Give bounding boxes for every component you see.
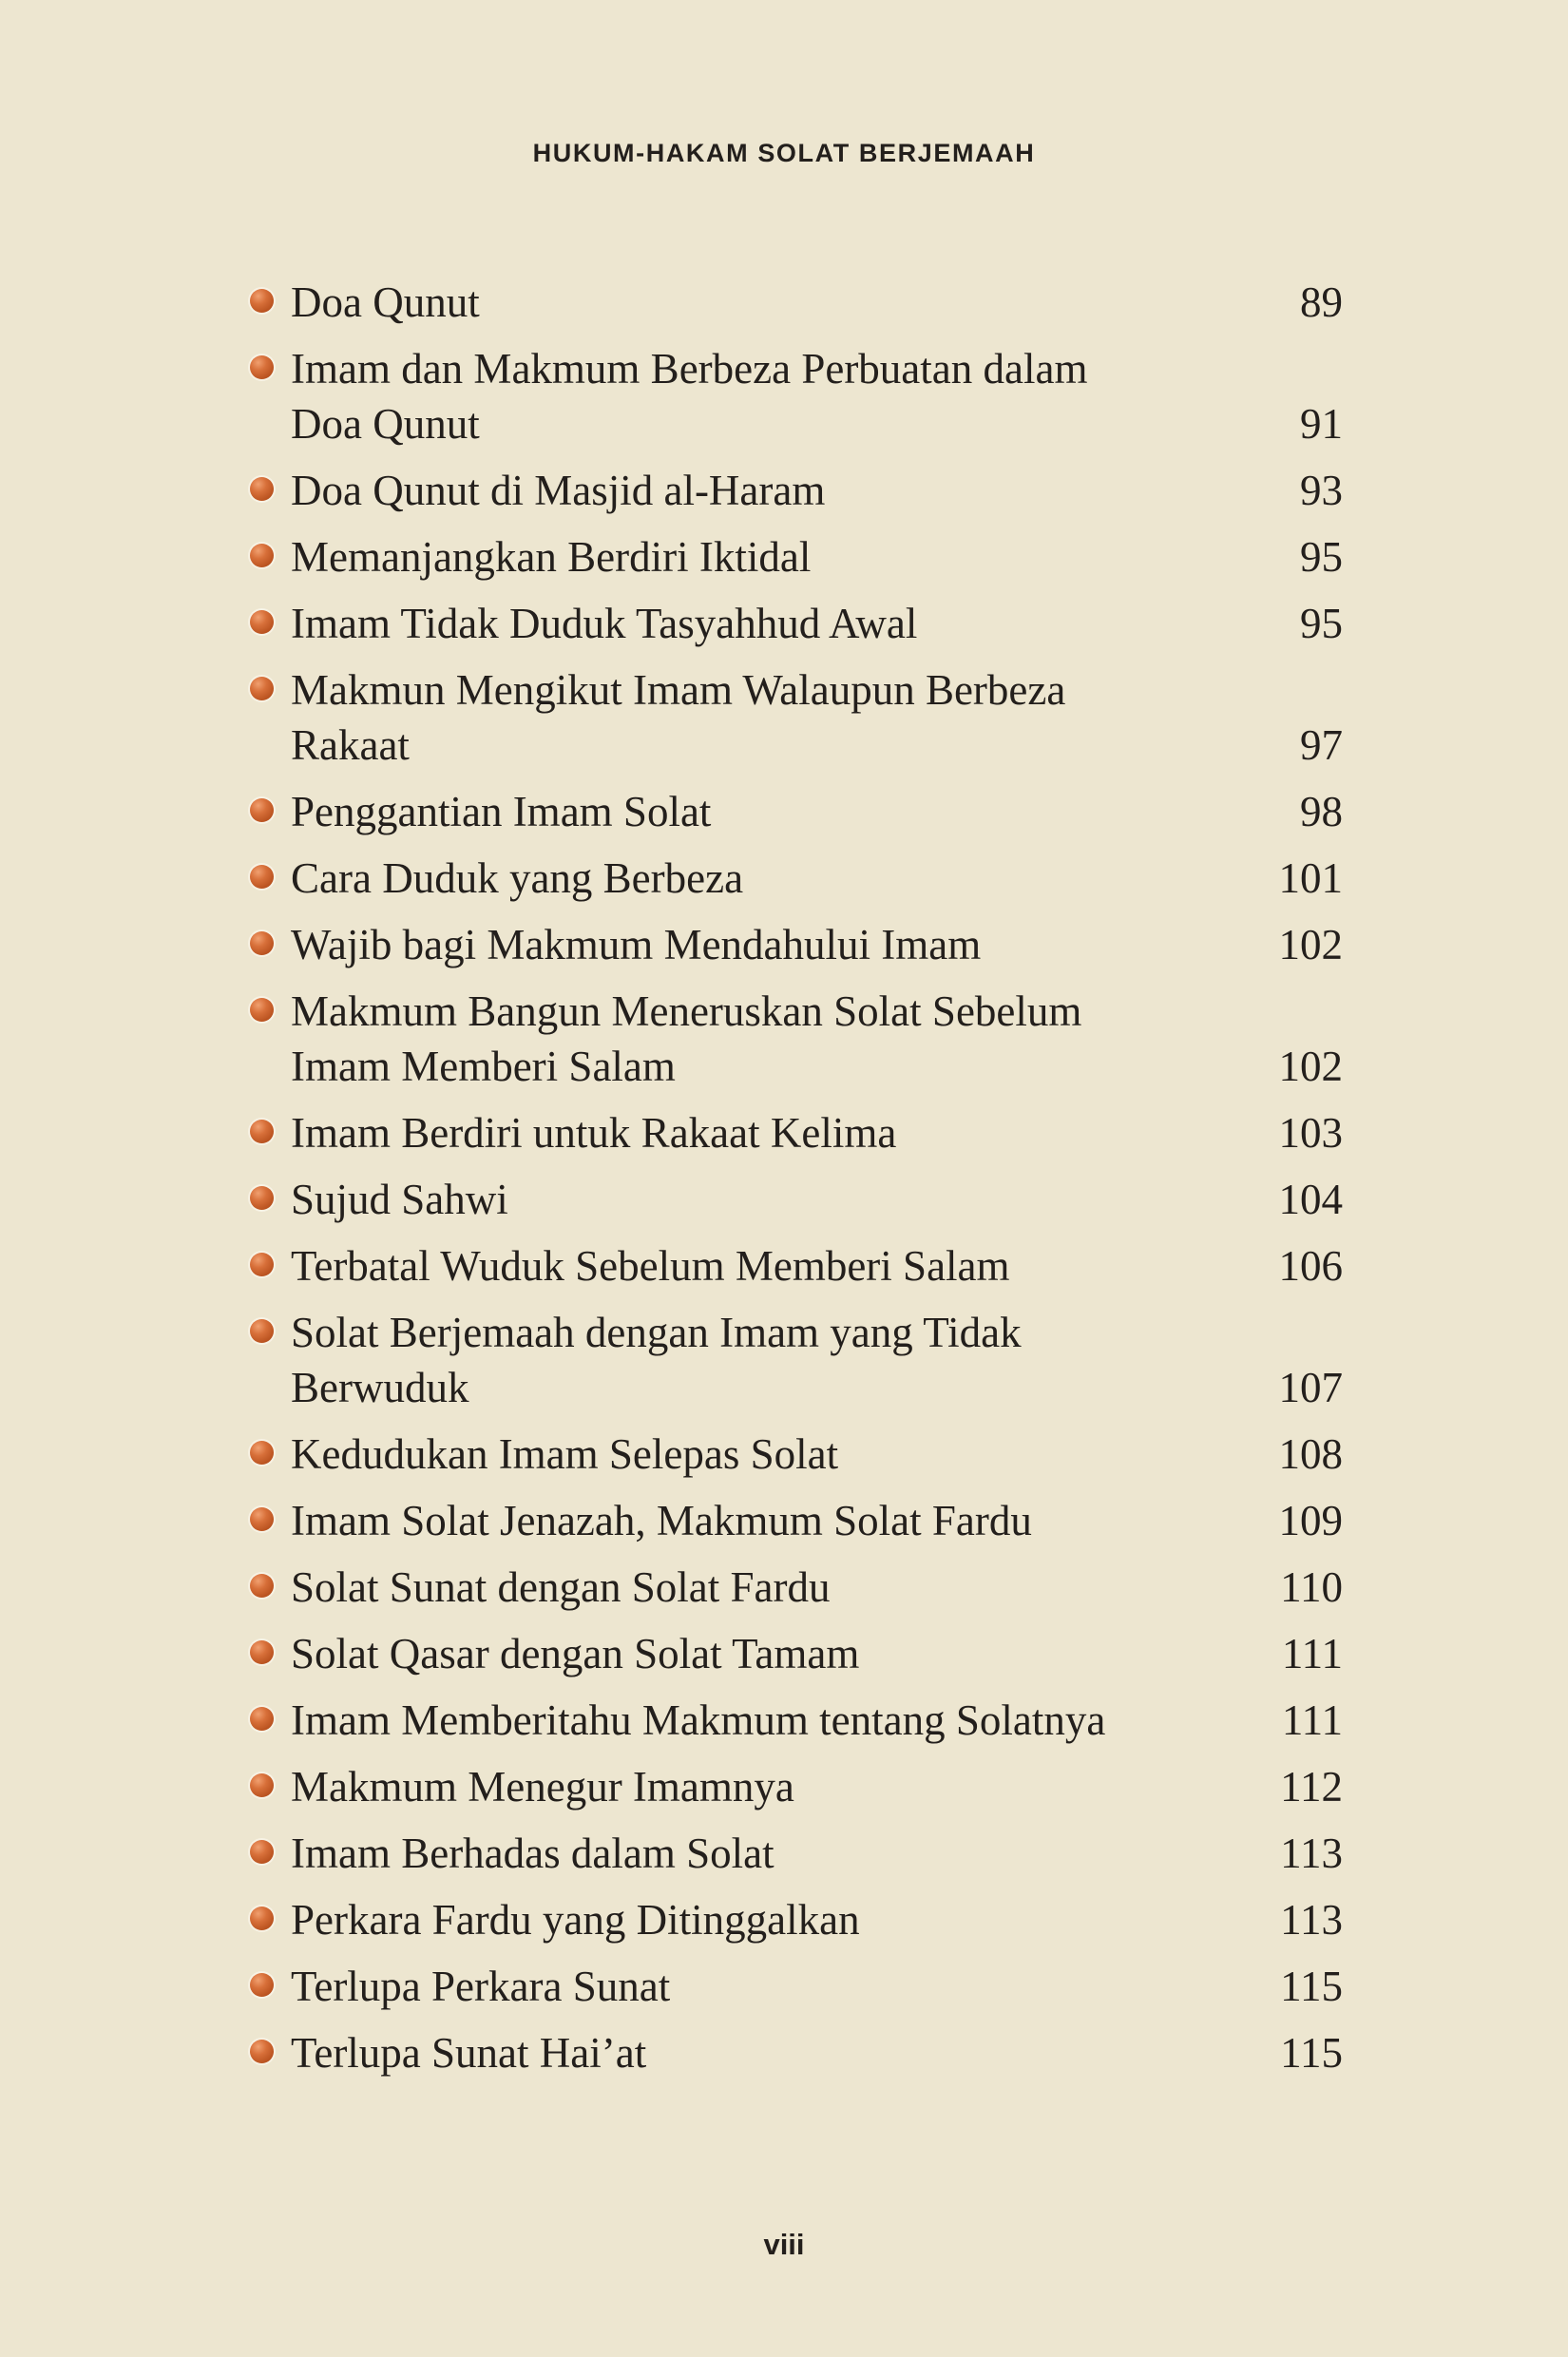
toc-entry-title — [291, 917, 1203, 972]
toc-entry-title-line: Terlupa Perkara Sunat — [291, 1963, 671, 2010]
toc-entry-page-number: 93 — [1300, 467, 1343, 514]
toc-entry-title-line: Doa Qunut di Masjid al-Haram — [291, 467, 826, 514]
running-head: HUKUM-HAKAM SOLAT BERJEMAAH — [532, 139, 1036, 167]
toc-entry — [250, 529, 1343, 584]
toc-entry-page-number: 108 — [1278, 1430, 1343, 1478]
toc-entry-title — [291, 1238, 1203, 1293]
toc-entry-title-line: Imam Berhadas dalam Solat — [291, 1830, 774, 1877]
toc-entry-page-number: 102 — [1278, 1043, 1343, 1090]
toc-entry-title-line: Imam Solat Jenazah, Makmum Solat Fardu — [291, 1497, 1032, 1544]
toc-entry — [250, 596, 1343, 651]
toc-entry-page-number: 89 — [1300, 278, 1343, 326]
bullet-icon — [250, 1253, 274, 1276]
toc-entry — [250, 662, 1343, 773]
toc-entry-title — [291, 1172, 1203, 1227]
toc-entry-title — [291, 662, 1203, 773]
toc-entry — [250, 1493, 1343, 1548]
toc-entry-title-line: Makmum Menegur Imamnya — [291, 1763, 794, 1811]
toc-entry-page-number: 104 — [1278, 1176, 1343, 1223]
toc-entry-page-number: 112 — [1280, 1763, 1343, 1811]
toc-entry-title-line: Kedudukan Imam Selepas Solat — [291, 1430, 839, 1478]
toc-entry — [250, 1826, 1343, 1881]
bullet-icon — [250, 931, 274, 955]
toc-entry — [250, 1172, 1343, 1227]
toc-entry-title-line: Terbatal Wuduk Sebelum Memberi Salam — [291, 1242, 1010, 1290]
toc-entry-page-number: 91 — [1300, 400, 1343, 448]
toc-entry-title-line: Penggantian Imam Solat — [291, 788, 712, 835]
toc-entry-title — [291, 463, 1203, 518]
toc-entry — [250, 1238, 1343, 1293]
bullet-icon — [250, 355, 274, 379]
toc-entry-page-number: 103 — [1278, 1109, 1343, 1157]
toc-entry-title-line: Doa Qunut — [291, 400, 480, 448]
toc-entry-page-number: 113 — [1280, 1896, 1343, 1944]
toc-entry — [250, 851, 1343, 906]
toc-entry-page-number: 98 — [1300, 788, 1343, 835]
bullet-icon — [250, 1907, 274, 1930]
bullet-icon — [250, 1120, 274, 1143]
bullet-icon — [250, 2040, 274, 2063]
table-of-contents — [250, 275, 1343, 2092]
toc-entry-title — [291, 275, 1203, 330]
bullet-icon — [250, 1773, 274, 1797]
toc-entry-page-number: 113 — [1280, 1830, 1343, 1877]
toc-entry-title — [291, 1560, 1203, 1615]
toc-entry-page-number: 95 — [1300, 533, 1343, 581]
toc-entry-title-line: Memanjangkan Berdiri Iktidal — [291, 533, 812, 581]
toc-entry-page-number: 109 — [1278, 1497, 1343, 1544]
page-number: viii — [763, 2228, 805, 2261]
bullet-icon — [250, 998, 274, 1022]
toc-entry — [250, 1759, 1343, 1814]
toc-entry-title — [291, 784, 1203, 839]
bullet-icon — [250, 1319, 274, 1343]
bullet-icon — [250, 544, 274, 567]
toc-entry-title — [291, 1105, 1203, 1160]
toc-entry-title-line: Imam Memberi Salam — [291, 1043, 676, 1090]
toc-entry-page-number: 115 — [1280, 1963, 1343, 2010]
toc-entry-title-line: Perkara Fardu yang Ditinggalkan — [291, 1896, 860, 1944]
toc-entry-page-number: 107 — [1278, 1364, 1343, 1411]
toc-entry-title-line: Wajib bagi Makmum Mendahului Imam — [291, 921, 982, 968]
bullet-icon — [250, 1840, 274, 1864]
toc-entry — [250, 1305, 1343, 1415]
bullet-icon — [250, 1973, 274, 1997]
toc-entry — [250, 1892, 1343, 1947]
toc-entry-page-number: 111 — [1281, 1630, 1343, 1677]
toc-entry-page-number: 101 — [1278, 854, 1343, 902]
toc-entry-title-line: Makmum Bangun Meneruskan Solat Sebelum — [291, 987, 1082, 1035]
toc-entry-title — [291, 1892, 1203, 1947]
toc-entry-title — [291, 984, 1203, 1094]
toc-entry-title-line: Imam Memberitahu Makmum tentang Solatnya — [291, 1696, 1106, 1744]
toc-entry-title — [291, 1626, 1203, 1681]
toc-entry — [250, 275, 1343, 330]
toc-entry-page-number: 115 — [1280, 2029, 1343, 2077]
toc-entry — [250, 1959, 1343, 2014]
toc-entry-title-line: Berwuduk — [291, 1364, 469, 1411]
bullet-icon — [250, 1574, 274, 1598]
toc-entry-page-number: 95 — [1300, 600, 1343, 647]
bullet-icon — [250, 610, 274, 634]
toc-entry-title — [291, 1427, 1203, 1482]
toc-entry-title-line: Solat Berjemaah dengan Imam yang Tidak — [291, 1309, 1022, 1356]
toc-entry-title — [291, 1493, 1203, 1548]
toc-entry-title — [291, 1826, 1203, 1881]
toc-entry — [250, 1626, 1343, 1681]
bullet-icon — [250, 477, 274, 501]
toc-entry-title-line: Makmun Mengikut Imam Walaupun Berbeza — [291, 666, 1066, 714]
toc-entry — [250, 1560, 1343, 1615]
toc-entry-title — [291, 529, 1203, 584]
toc-entry — [250, 1427, 1343, 1482]
bullet-icon — [250, 865, 274, 889]
toc-entry — [250, 984, 1343, 1094]
bullet-icon — [250, 1707, 274, 1731]
bullet-icon — [250, 798, 274, 822]
toc-entry-title — [291, 1959, 1203, 2014]
toc-entry — [250, 1105, 1343, 1160]
toc-entry — [250, 463, 1343, 518]
toc-entry-title — [291, 341, 1203, 451]
toc-entry-title-line: Rakaat — [291, 721, 410, 769]
toc-entry-title-line: Doa Qunut — [291, 278, 480, 326]
toc-entry-page-number: 97 — [1300, 721, 1343, 769]
toc-entry-title-line: Solat Sunat dengan Solat Fardu — [291, 1563, 831, 1611]
toc-entry-title-line: Imam Berdiri untuk Rakaat Kelima — [291, 1109, 897, 1157]
bullet-icon — [250, 1507, 274, 1531]
toc-entry-title — [291, 851, 1203, 906]
bullet-icon — [250, 1441, 274, 1465]
toc-entry — [250, 784, 1343, 839]
bullet-icon — [250, 1640, 274, 1664]
toc-entry-title-line: Terlupa Sunat Hai’at — [291, 2029, 647, 2077]
toc-entry-title — [291, 2025, 1203, 2080]
bullet-icon — [250, 677, 274, 700]
toc-entry-title-line: Sujud Sahwi — [291, 1176, 508, 1223]
toc-entry-title — [291, 1759, 1203, 1814]
toc-entry-page-number: 102 — [1278, 921, 1343, 968]
toc-entry-title-line: Solat Qasar dengan Solat Tamam — [291, 1630, 860, 1677]
bullet-icon — [250, 1186, 274, 1210]
toc-entry — [250, 1693, 1343, 1748]
toc-entry — [250, 917, 1343, 972]
toc-entry-title — [291, 1693, 1203, 1748]
toc-entry-title-line: Imam dan Makmum Berbeza Perbuatan dalam — [291, 345, 1088, 393]
toc-entry-page-number: 106 — [1278, 1242, 1343, 1290]
bullet-icon — [250, 289, 274, 313]
toc-entry-page-number: 111 — [1281, 1696, 1343, 1744]
toc-entry — [250, 2025, 1343, 2080]
toc-entry-title — [291, 596, 1203, 651]
toc-entry-title-line: Cara Duduk yang Berbeza — [291, 854, 744, 902]
toc-entry-title — [291, 1305, 1203, 1415]
toc-entry-title-line: Imam Tidak Duduk Tasyahhud Awal — [291, 600, 918, 647]
toc-entry — [250, 341, 1343, 451]
toc-entry-page-number: 110 — [1280, 1563, 1343, 1611]
